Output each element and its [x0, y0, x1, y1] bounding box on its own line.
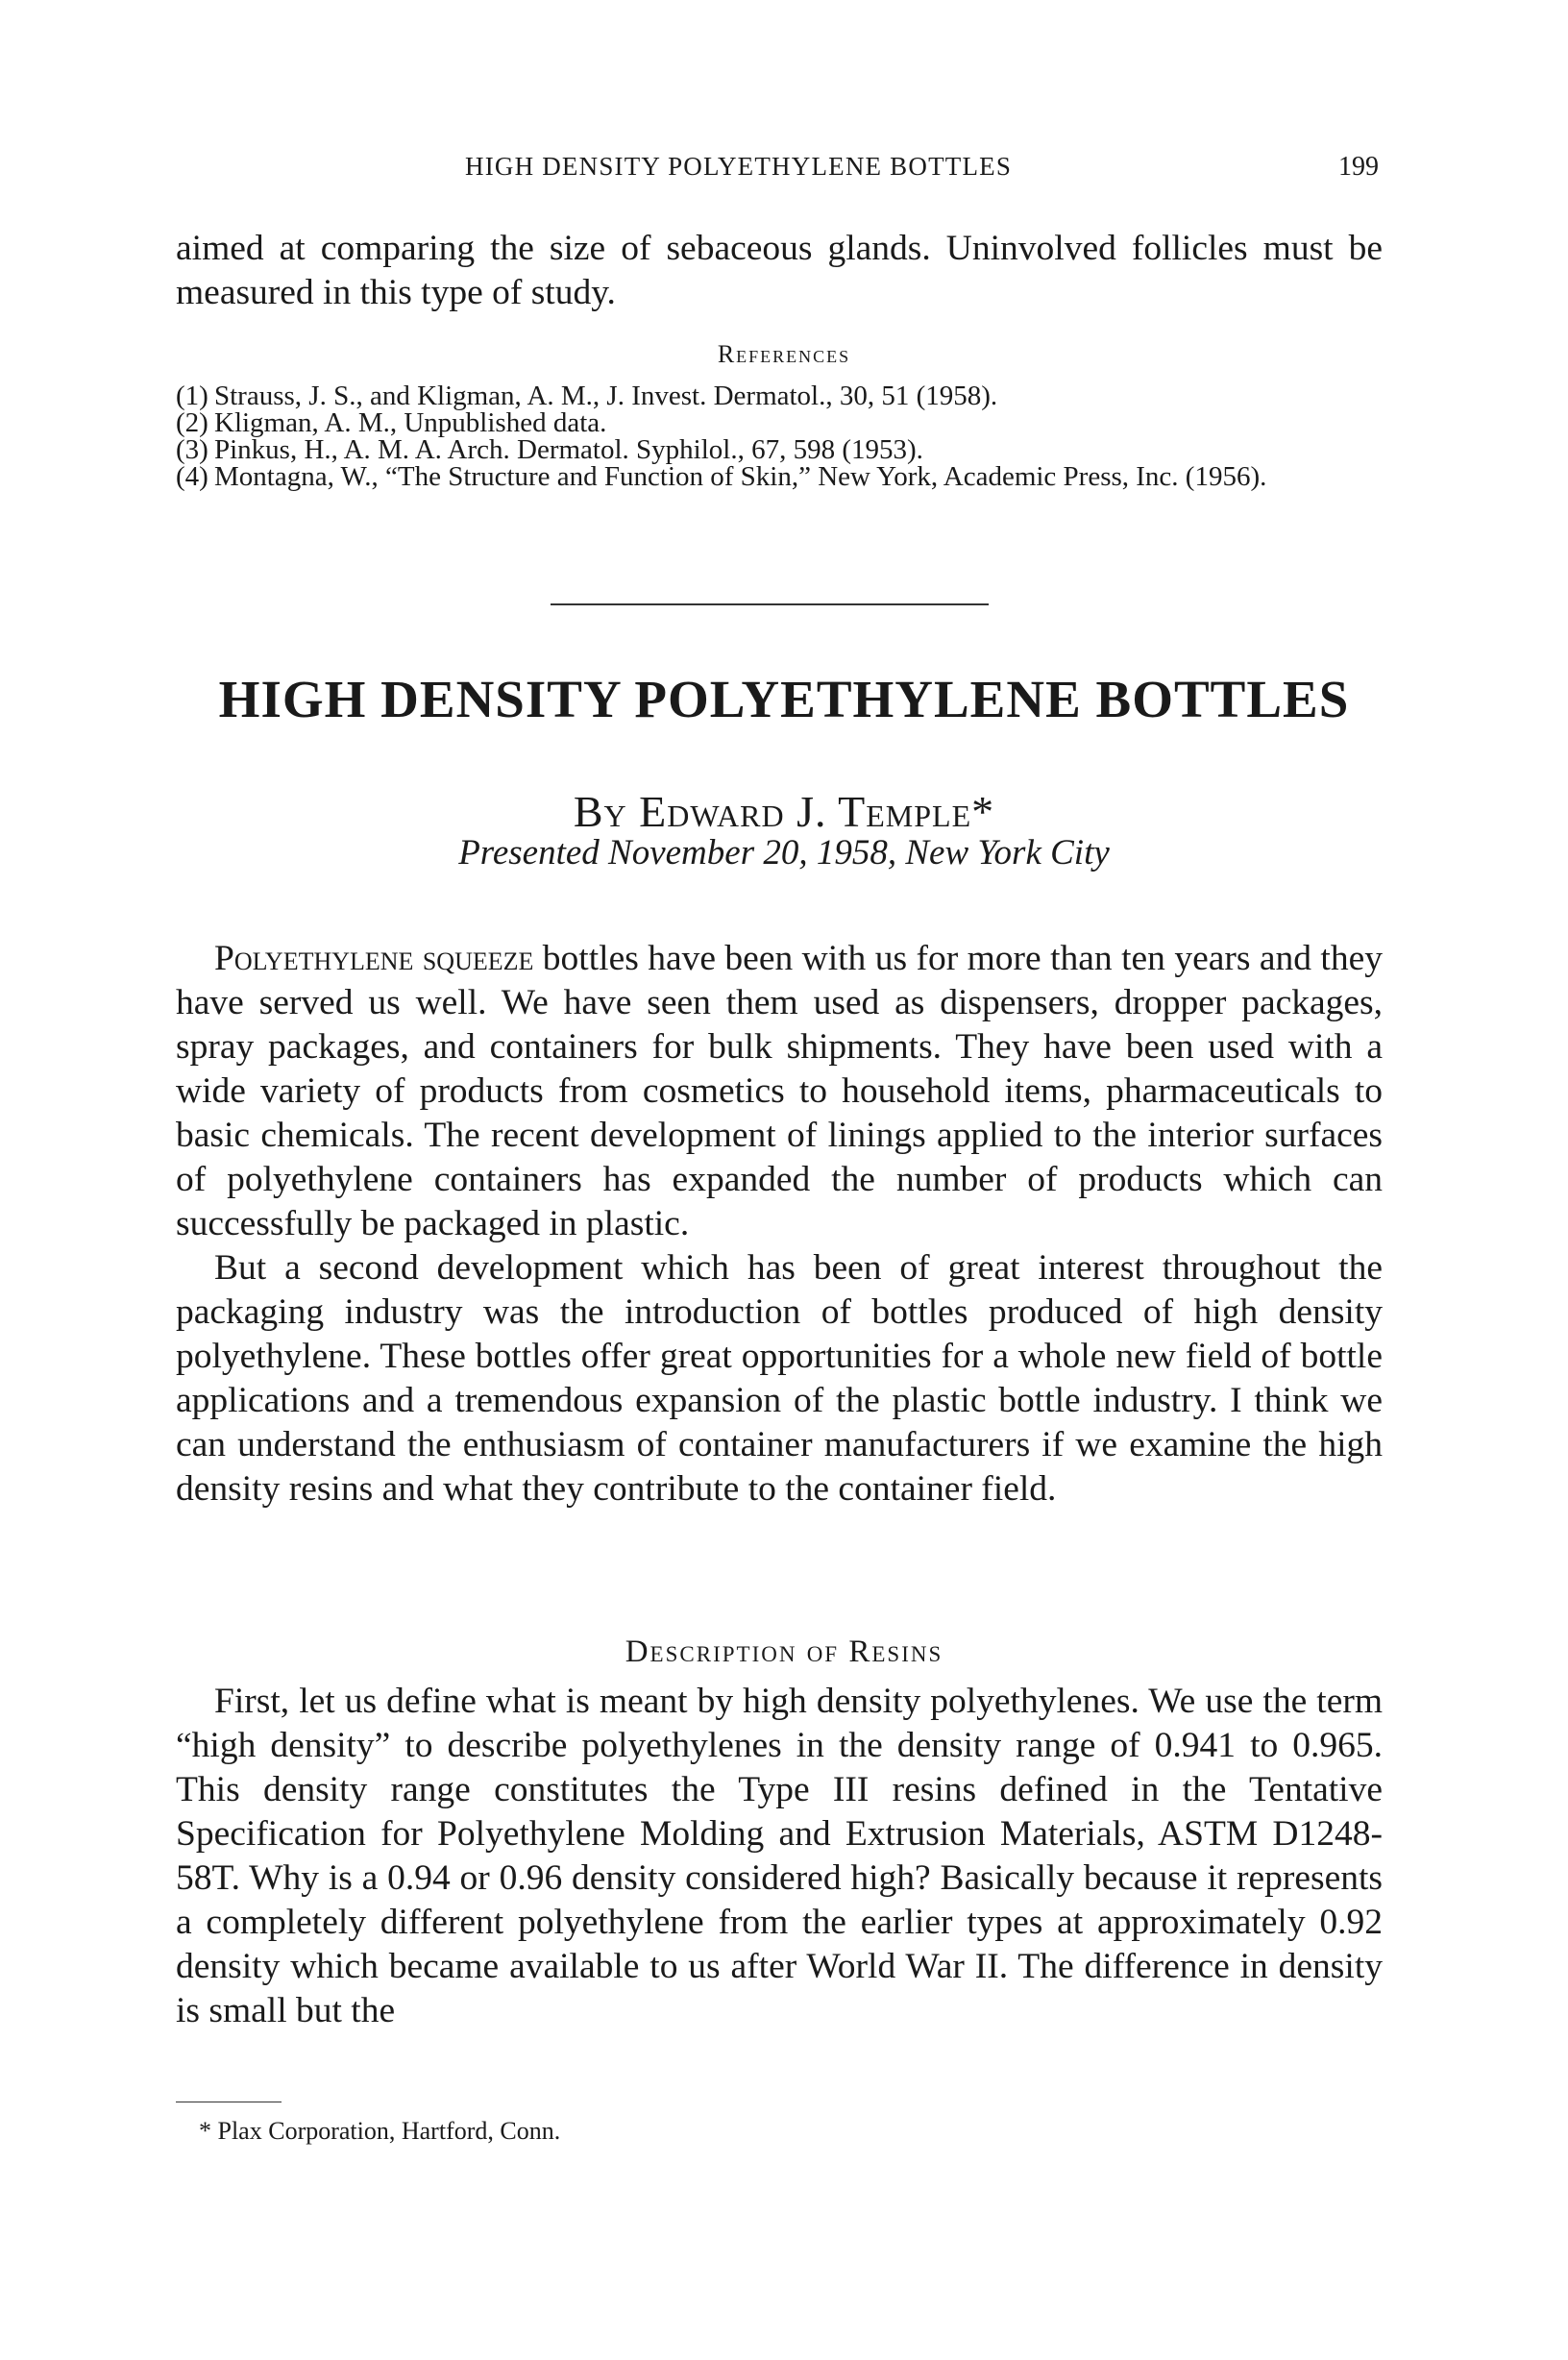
reference-number: (1): [176, 381, 208, 411]
lead-in-small-caps: Polyethylene squeeze: [214, 939, 534, 978]
body-paragraph: First, let us define what is meant by high density polyethylenes. We use the term “high density” to describe polyethylenes in the density range of 0.941 to 0.965. This density range constitutes the Type III resins defined in the Tentative Specification for Polyethylene Molding and Extrusion Materials, ASTM D1248-58T. Why is a 0.94 or 0.96 density considered high? Basically because it represents a completely different polyethylene from the earlier types at approximately 0.92 density which became available to us after World War II. The difference in density is small but the: [176, 1682, 1383, 2030]
reference-item: [176, 463, 1383, 490]
reference-text: Strauss, J. S., and Kligman, A. M., J. Invest. Dermatol., 30, 51 (1958).: [214, 381, 998, 411]
reference-item: [176, 436, 1383, 463]
reference-number: (4): [176, 461, 208, 492]
article-byline: By Edward J. Temple*: [573, 787, 995, 836]
section-text-block: [176, 1680, 1383, 2033]
reference-text: Montagna, W., “The Structure and Function of Skin,” New York, Academic Press, Inc. (1956).: [214, 461, 1267, 492]
article-title: HIGH DENSITY POLYETHYLENE BOTTLES: [218, 670, 1350, 728]
reference-number: (2): [176, 407, 208, 438]
carryover-text-block: [176, 227, 1383, 315]
section-heading: Description of Resins: [625, 1635, 943, 1669]
page-number: 199: [1338, 152, 1379, 182]
carryover-paragraph: aimed at comparing the size of sebaceous glands. Uninvolved follicles must be measured in this type of study.: [176, 229, 1383, 312]
running-title: HIGH DENSITY POLYETHYLENE BOTTLES: [465, 152, 1013, 181]
running-head: [0, 152, 1568, 190]
introduction-text-block: [176, 937, 1383, 1512]
reference-text: Kligman, A. M., Unpublished data.: [214, 407, 607, 438]
reference-item: [176, 382, 1383, 409]
presentation-note: Presented November 20, 1958, New York City: [458, 833, 1110, 873]
paragraph-text: bottles have been with us for more than ten years and they have served us well. We have seen them used as dispensers, dropper packages, spray packages, and containers for bulk shipments. They have been used with a wide variety of products from cosmetics to household items, pharmaceuticals to basic chemicals. The recent development of linings applied to the interior surfaces of polyethylene containers has expanded the number of products which can successfully be packaged in plastic.: [176, 939, 1383, 1243]
section-divider-rule: [551, 603, 989, 605]
body-paragraph: But a second development which has been of great interest throughout the packaging industry was the introduction of bottles produced of high density polyethylene. These bottles offer great opportunities for a whole new field of bottle applications and a tremendous expansion of the plastic bottle industry. I think we can understand the enthusiasm of container manufacturers if we examine the high density resins and what they contribute to the container field.: [176, 1248, 1383, 1509]
references-list: [176, 382, 1383, 490]
reference-text: Pinkus, H., A. M. A. Arch. Dermatol. Syphilol., 67, 598 (1953).: [214, 434, 923, 465]
body-paragraph: [176, 937, 1383, 1246]
references-heading: References: [717, 340, 851, 368]
reference-item: [176, 409, 1383, 436]
reference-number: (3): [176, 434, 208, 465]
footnote: * Plax Corporation, Hartford, Conn.: [199, 2117, 561, 2145]
